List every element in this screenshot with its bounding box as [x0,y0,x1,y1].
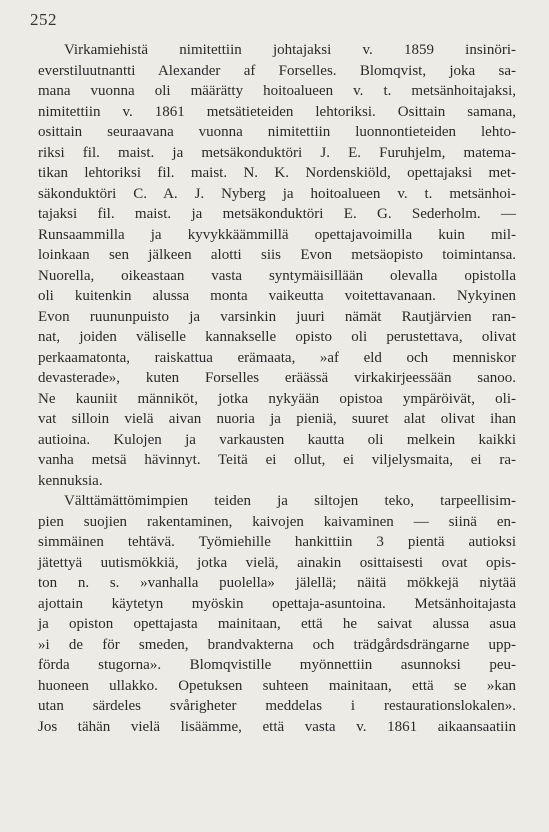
text-line: Välttämättömimpien teiden ja siltojen teko, tarpeellisim- [64,493,516,509]
text-line: everstiluutnantti Alexander af Forselles. Blomqvist, joka sa- [38,62,516,79]
text-line: Virkamiehistä nimitettiin johtajaksi v. 1859 insinöri- [64,42,516,58]
text-line: vat silloin vielä aivan nuoria ja pieniä, suuret alat olivat ihan [38,411,516,427]
paragraph-1 [38,40,516,491]
text-line: autioina. Kulojen ja varkausten kautta oli melkein kaikki [38,431,516,448]
text-line: loinkaan sen jälkeen alotti siis Evon metsäopisto toimintansa. [38,247,516,263]
text-line: säkonduktöri C. A. J. Nyberg ja hoitoalueen v. t. metsänhoi- [38,185,516,202]
text-line: ton n. s. »vanhalla puolella» jälellä; näitä mökkejä niytää [38,575,516,591]
text-line: Ne kauniit männiköt, jotka nykyään opistoa ympäröivät, oli- [38,390,516,407]
text-line: »i de för smeden, brandvakterna och trädgårdsdrängarne upp- [38,636,516,653]
text-line: nimitettiin v. 1861 metsätieteiden lehtoriksi. Osittain samana, [38,103,516,120]
text-line: ajottain käytetyn myöskin opettaja-asuntoina. Metsänhoitajasta [38,595,516,612]
paragraph-2 [38,491,516,737]
text-line: Jos tähän vielä lisäämme, että vasta v. 1861 aikaansaatiin [38,718,516,735]
text-line: Runsaammilla ja kyvykkäämmillä opettajavoimilla kuin mil- [38,226,516,243]
text-line: riksi fil. maist. ja metsäkonduktöri J. E. Furuhjelm, matema- [38,144,516,161]
text-line: simmäinen tehtävä. Työmiehille hankittiin 3 pientä autioksi [38,534,516,550]
text-line: oli kuitenkin alussa monta vaikeutta voitettavanaan. Nykyinen [38,288,516,304]
text-line: pien suojien rakentaminen, kaivojen kaivaminen — siinä en- [38,513,516,530]
text-line: ja opiston opettajasta mainitaan, että he saivat alussa asua [38,616,516,632]
text-line: osittain seuraavana vuonna nimitettiin luonnontieteiden lehto- [38,124,516,140]
text-line: förda stugorna». Blomqvistille myönnettiin asunnoksi peu- [38,657,516,673]
text-line: nat, joiden väliselle kannakselle opisto oli perustettava, olivat [38,329,516,345]
text-line: utan särdeles svårigheter meddelas i restaurationslokalen». [38,698,516,714]
body-text [38,40,516,737]
text-line: Evon ruununpuisto ja varsinkin juuri nämät Rautjärvien ran- [38,308,516,325]
text-line: mana vuonna oli määrätty hoitoalueen v. t. metsänhoitajaksi, [38,83,516,99]
text-line: perkaamatonta, raiskattua erämaata, »af eld och menniskor [38,349,516,366]
text-line: kennuksia. [38,472,103,489]
page-number: 252 [30,10,57,29]
text-line: tikan lehtoriksi fil. maist. N. K. Nordenskiöld, opettajaksi met- [38,165,516,181]
text-line: tajaksi fil. maist. ja metsäkonduktöri E. G. Sederholm. — [38,206,516,222]
text-line: devasterade», kuten Forselles eräässä virkakirjeessään sanoo. [38,370,516,386]
text-line: huoneen ullakko. Opetuksen suhteen mainitaan, että se »kan [38,677,516,694]
text-line: vanha metsä hävinnyt. Teitä ei ollut, ei viljelysmaita, ei ra- [38,452,516,468]
text-line: jätettyä uutismökkiä, jotka vielä, ainakin osittaisesti ovat opis- [38,554,516,571]
text-line: Nuorella, oikeastaan vasta syntymäisillään olevalla opistolla [38,267,516,284]
